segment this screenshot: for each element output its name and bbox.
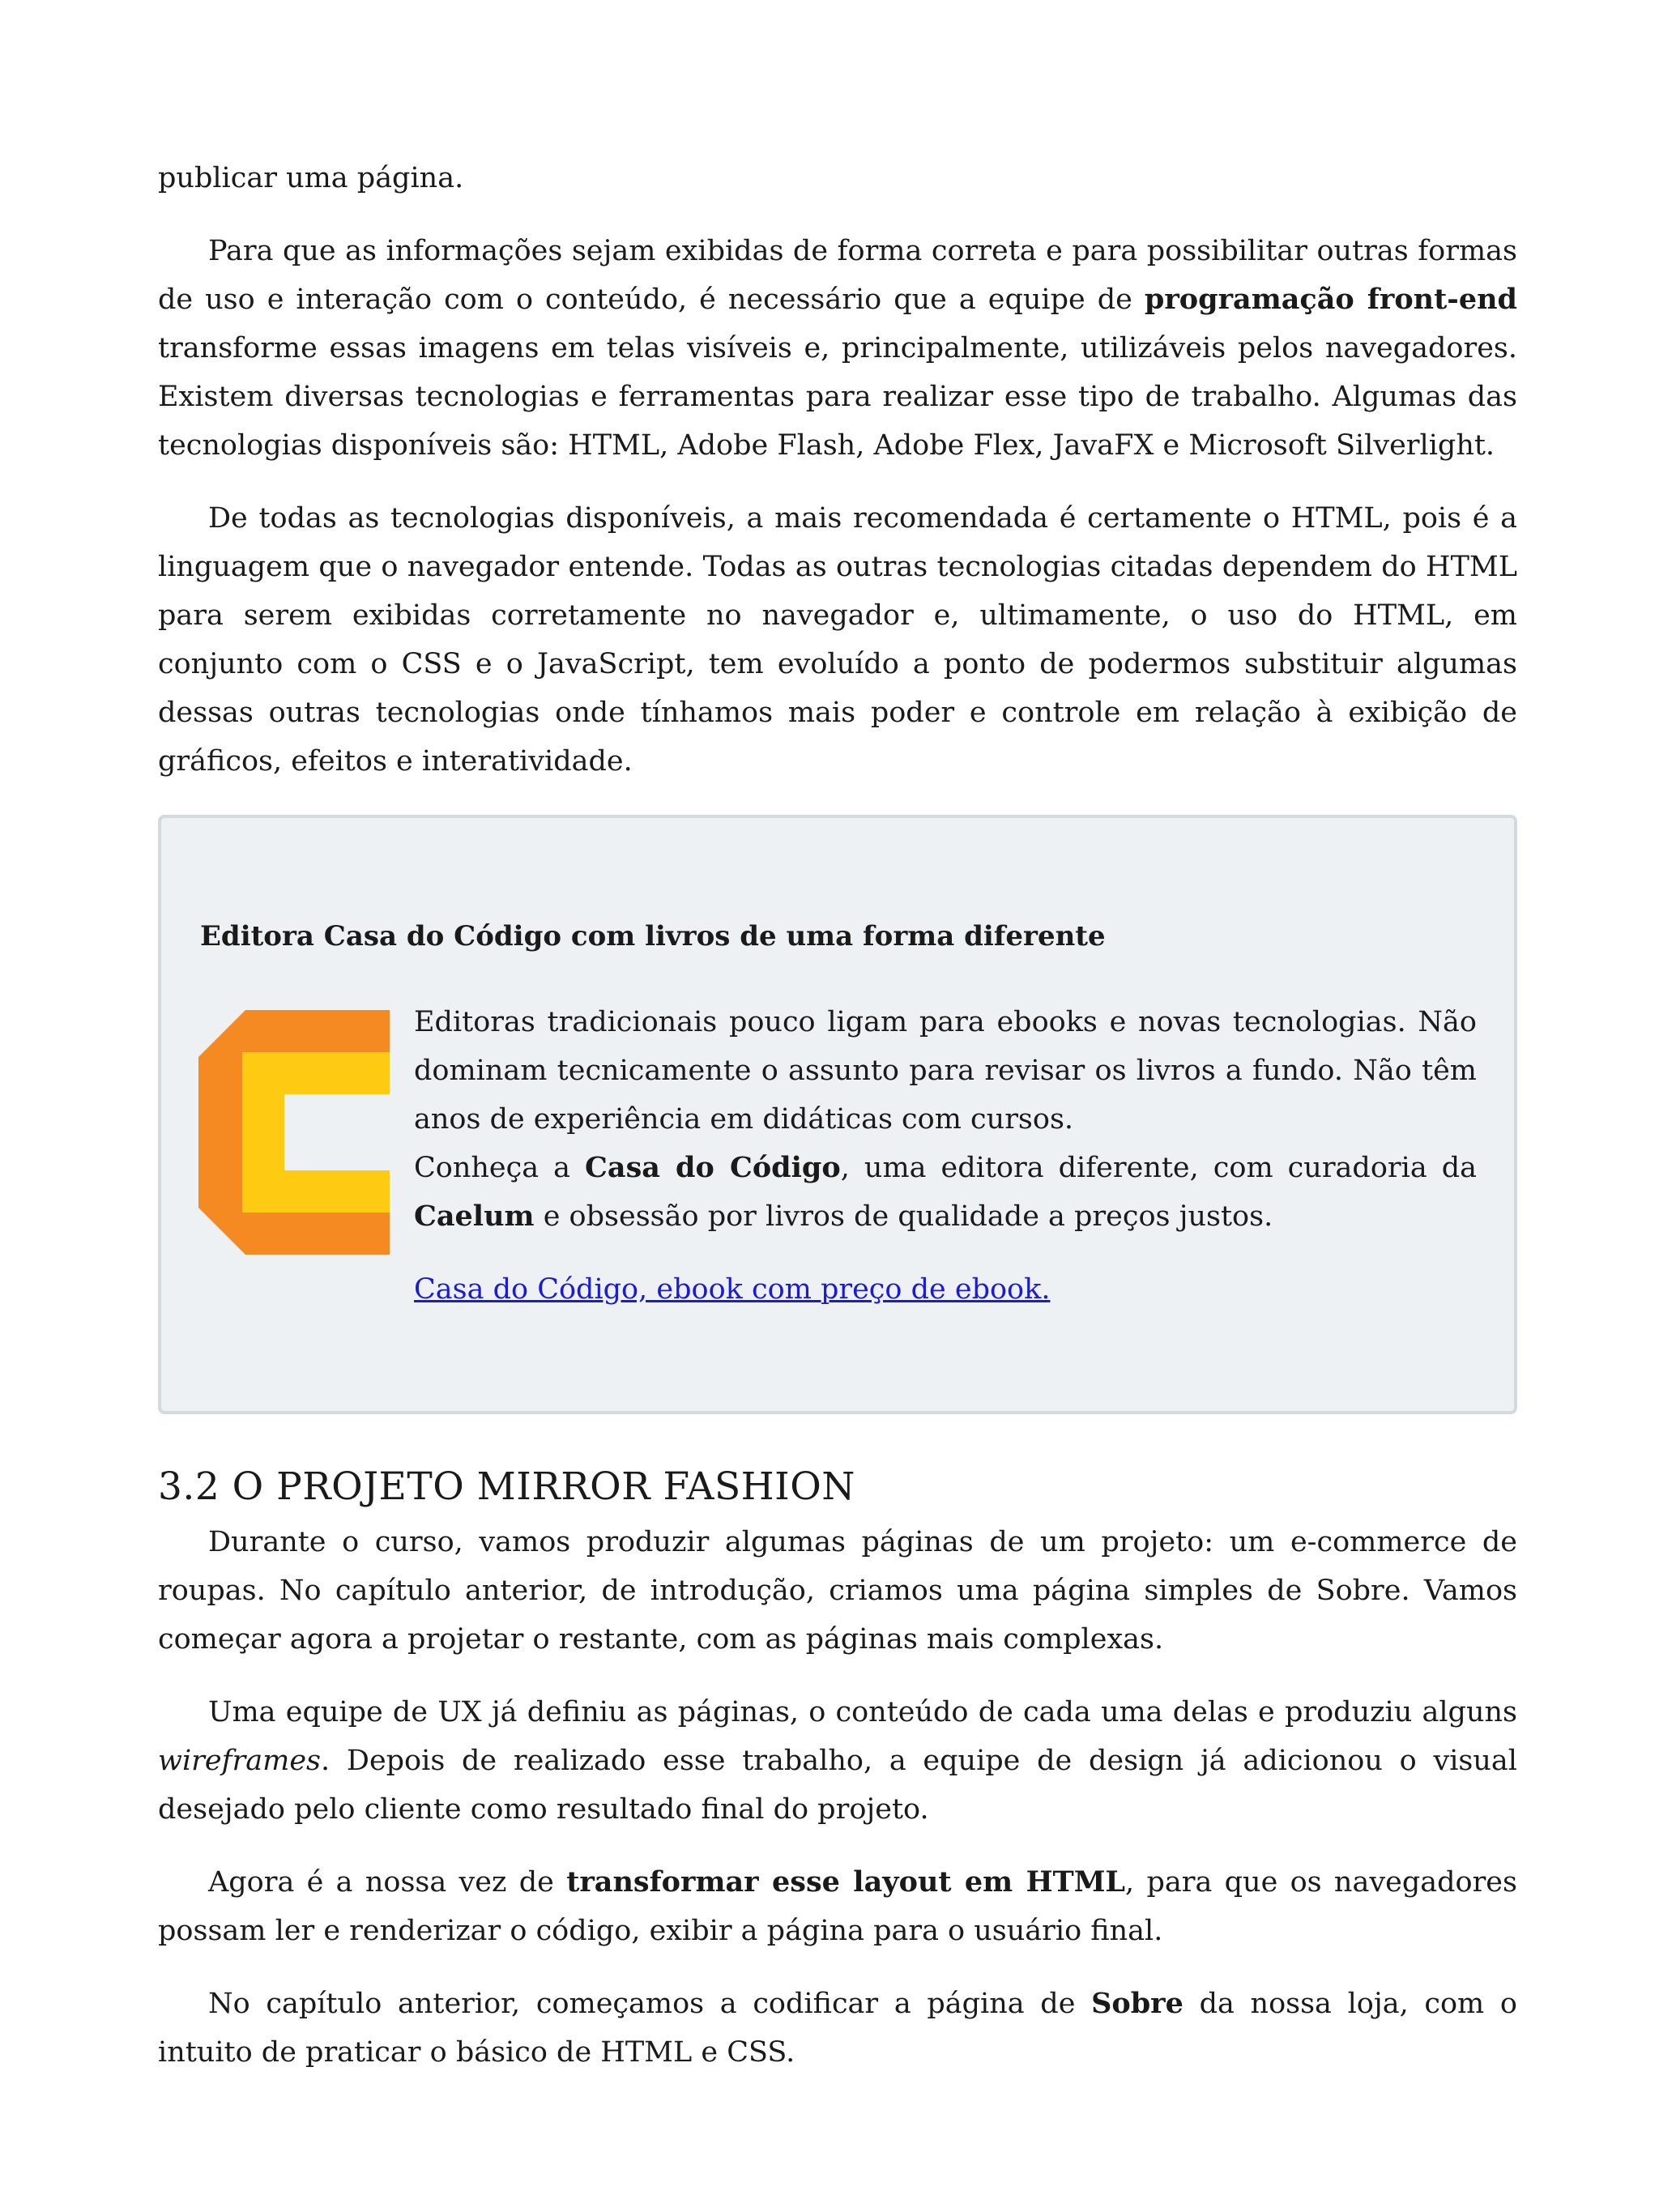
bold-term: Caelum	[414, 1200, 535, 1233]
text-span: transforme essas imagens em telas visíveis e, principalmente, utilizáveis pelos navegadores. Existem diversas tecnologias e ferramentas para realizar esse tipo de trabalho. Algumas das tecnologias disponíveis são: HTML, Adobe Flash, Adobe Flex, JavaFX e Microsoft Silverlight.	[158, 332, 1517, 462]
bold-term: transformar esse layout em HTML	[566, 1865, 1126, 1899]
bold-term: Casa do Código	[585, 1151, 841, 1184]
paragraph-ux-team	[158, 1688, 1517, 1834]
paragraph-continuation: publicar uma página.	[158, 162, 464, 194]
text-span: . Depois de realizado esse trabalho, a equipe de design já adicionou o visual desejado pelo cliente como resultado final do projeto.	[158, 1745, 1517, 1826]
casa-do-codigo-logo-icon	[198, 1010, 390, 1255]
callout-title: Editora Casa do Código com livros de uma forma diferente	[200, 920, 1106, 953]
callout-description	[414, 998, 1477, 1241]
text-span: e obsessão por livros de qualidade a preços justos.	[534, 1200, 1273, 1233]
paragraph-html-recommendation: De todas as tecnologias disponíveis, a mais recomendada é certamente o HTML, pois é a linguagem que o navegador entende. Todas as outras tecnologias citadas dependem do HTML para serem exibidas corretamente no navegador e, ultimamente, o uso do HTML, em conjunto com o CSS e o JavaScript, tem evoluído a ponto de podermos substituir algumas dessas outras tecnologias onde tínhamos mais poder e controle em relação à exibição de gráficos, efeitos e interatividade.	[158, 502, 1517, 778]
bold-term: Sobre	[1091, 1987, 1183, 2020]
paragraph-course-project: Durante o curso, vamos produzir algumas páginas de um projeto: um e-commerce de roupas. No capítulo anterior, de introdução, criamos uma página simples de Sobre. Vamos começar agora a projetar o restante, com as páginas mais complexas.	[158, 1526, 1517, 1656]
logo-cutout	[284, 1094, 390, 1170]
publisher-callout-box	[158, 815, 1517, 1414]
document-page	[158, 154, 1517, 2077]
section-heading: 3.2 O PROJETO MIRROR FASHION	[158, 1464, 855, 1509]
italic-term: wireframes	[158, 1745, 322, 1777]
paragraph-sobre-page	[158, 1980, 1517, 2077]
text-span: Para que as informações sejam exibidas de forma correta e para possibilitar outras formas de uso e interação com o conteúdo, é necessário que a equipe de	[158, 235, 1517, 316]
callout-body	[414, 998, 1477, 1314]
text-span: Conheça a	[414, 1152, 586, 1184]
paragraph-transform-layout	[158, 1858, 1517, 1955]
text-span: Editoras tradicionais pouco ligam para ebooks e novas tecnologias. Não dominam tecnicamente o assunto para revisar os livros a fundo. Não têm anos de experiência em didáticas com cursos.	[414, 1006, 1477, 1136]
text-span: Agora é a nossa vez de	[208, 1866, 567, 1899]
text-span: , para que os navegadores possam ler e renderizar o código, exibir a página para o usuário final.	[158, 1866, 1517, 1947]
casa-do-codigo-link[interactable]: Casa do Código, ebook com preço de ebook.	[414, 1273, 1051, 1306]
text-span: No capítulo anterior, começamos a codificar a página de	[208, 1988, 1092, 2020]
text-span: , uma editora diferente, com curadoria da	[840, 1152, 1477, 1184]
bold-term: programação front-end	[1144, 283, 1518, 316]
text-span: da nossa loja, com o intuito de praticar o básico de HTML e CSS.	[158, 1988, 1517, 2069]
paragraph-front-end	[158, 227, 1517, 470]
text-span: Uma equipe de UX já definiu as páginas, o conteúdo de cada uma delas e produziu alguns	[208, 1696, 1517, 1728]
